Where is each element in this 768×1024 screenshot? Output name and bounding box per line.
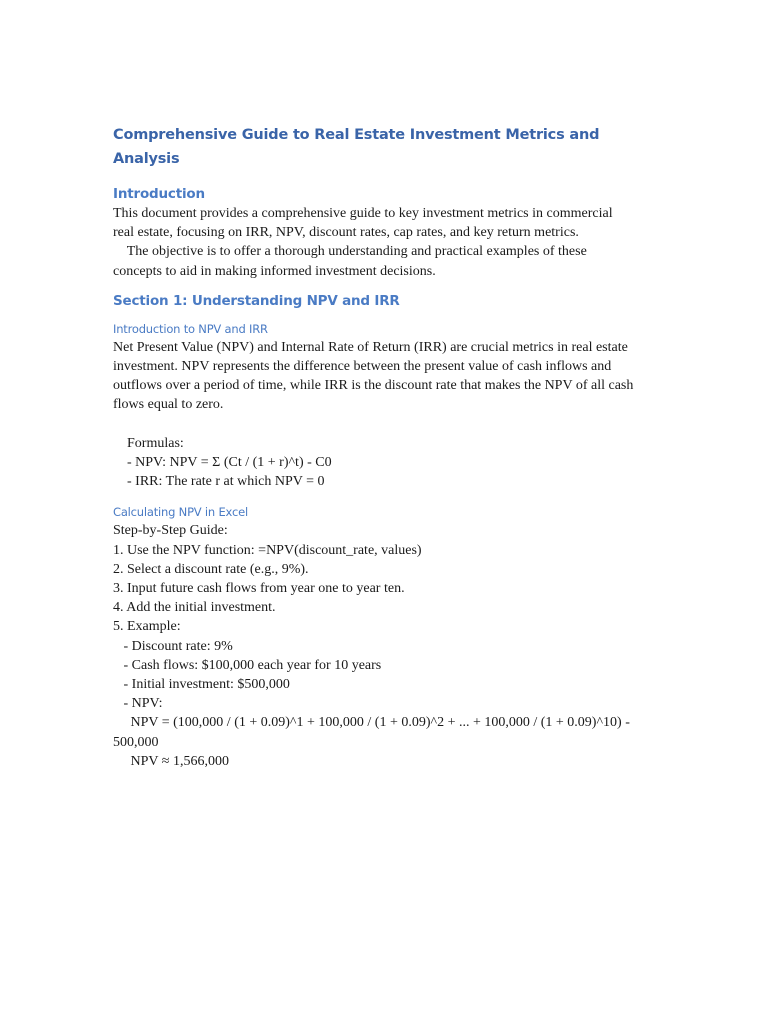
npv-irr-body [113,338,658,415]
excel-subheading: Calculating NPV in Excel [113,505,248,520]
introduction-heading: Introduction [113,186,205,202]
body-line: Net Present Value (NPV) and Internal Rate of Return (IRR) are crucial metrics in real estate [113,339,628,355]
step-line: 4. Add the initial investment. [113,600,276,616]
step-line: - NPV: [113,696,163,712]
body-line: real estate, focusing on IRR, NPV, discount rates, cap rates, and key return metrics. [113,225,579,241]
step-line: 1. Use the NPV function: =NPV(discount_rate, values) [113,542,422,558]
step-line: 500,000 [113,734,159,750]
formula-line: - NPV: NPV = Σ (Ct / (1 + r)^t) - C0 [113,455,332,471]
body-line: The objective is to offer a thorough understanding and practical examples of these [113,244,587,260]
step-line: 5. Example: [113,619,181,635]
section-1-heading: Section 1: Understanding NPV and IRR [113,292,400,309]
body-line: investment. NPV represents the difference between the present value of cash inflows and [113,359,612,375]
formula-line: - IRR: The rate r at which NPV = 0 [113,474,325,490]
document-title: Comprehensive Guide to Real Estate Investment Metrics and Analysis [113,127,600,167]
document-page [113,123,658,771]
step-line: 3. Input future cash flows from year one to year ten. [113,581,405,597]
step-line: - Cash flows: $100,000 each year for 10 years [113,657,382,673]
body-line: flows equal to zero. [113,397,224,413]
step-line: NPV = (100,000 / (1 + 0.09)^1 + 100,000 / (1 + 0.09)^2 + ... + 100,000 / (1 + 0.09)^10) - [113,715,630,731]
excel-steps [113,521,658,771]
formula-line: Formulas: [113,435,184,451]
step-line: NPV ≈ 1,566,000 [113,753,229,769]
step-line: - Initial investment: $500,000 [113,677,290,693]
step-line: Step-by-Step Guide: [113,523,228,539]
step-line: 2. Select a discount rate (e.g., 9%). [113,561,309,577]
body-line: outflows over a period of time, while IRR is the discount rate that makes the NPV of all cash [113,378,634,394]
body-line: This document provides a comprehensive guide to key investment metrics in commercial [113,206,613,221]
npv-irr-subheading: Introduction to NPV and IRR [113,321,268,336]
body-line: concepts to aid in making informed investment decisions. [113,263,436,279]
formulas-block [113,434,658,492]
introduction-body [113,204,658,281]
step-line: - Discount rate: 9% [113,638,233,654]
